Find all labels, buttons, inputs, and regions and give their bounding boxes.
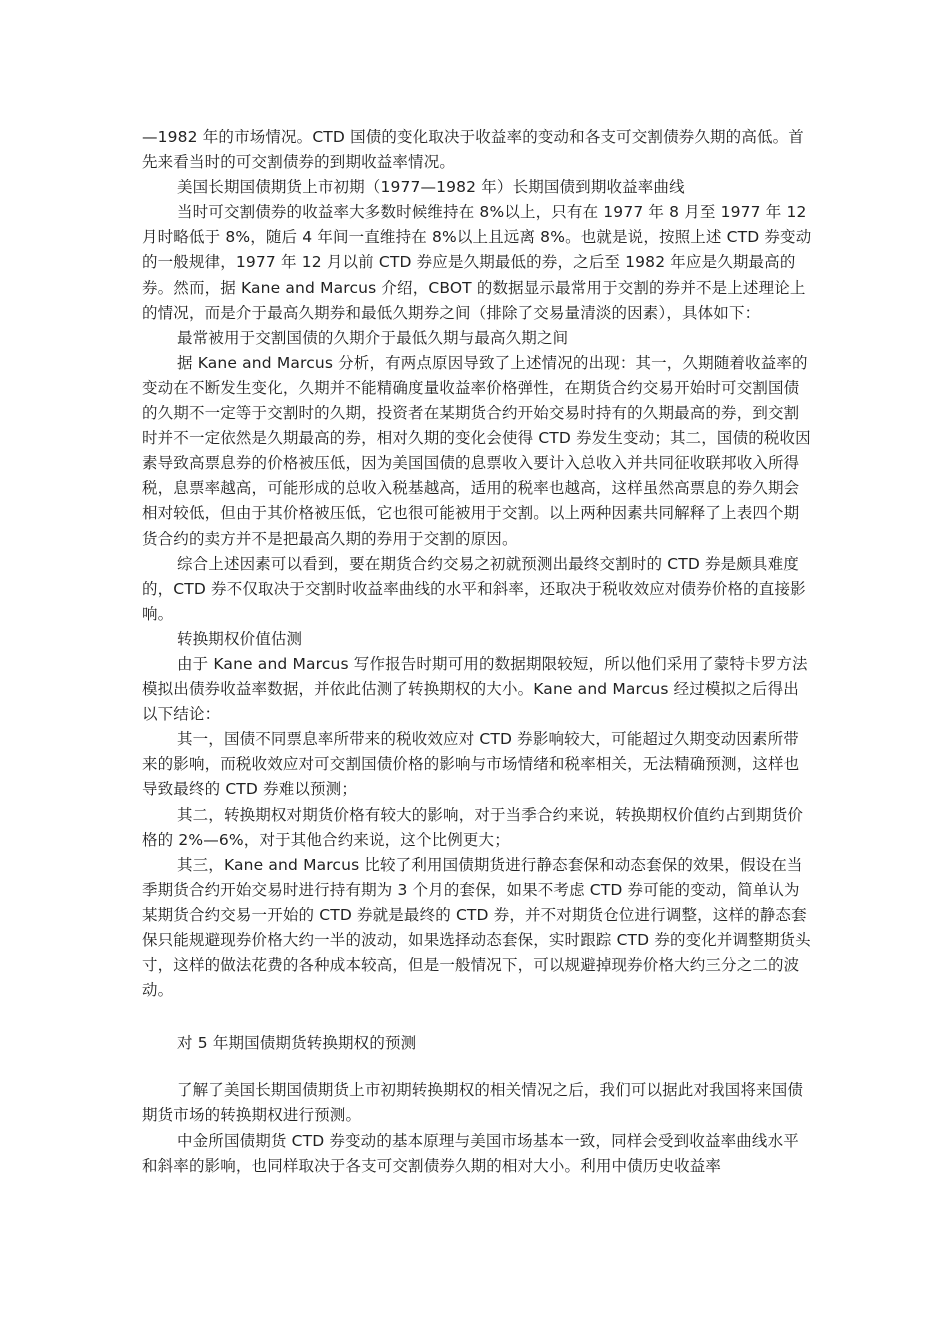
paragraph-continuation: —1982 年的市场情况。CTD 国债的变化取决于收益率的变动和各支可交割债券久期的高低。首先来看当时的可交割债券的到期收益率情况。: [142, 128, 804, 172]
body-text: [142, 125, 814, 1179]
table-caption-duration: 最常被用于交割国债的久期介于最低久期与最高久期之间: [177, 328, 569, 347]
paragraph-forecast-intro: 了解了美国长期国债期货上市初期转换期权的相关情况之后，我们可以据此对我国将来国债期货市场的转换期权进行预测。: [142, 1081, 804, 1125]
paragraph-yield-analysis: 当时可交割债券的收益率大多数时候维持在 8%以上，只有在 1977 年 8 月至 1977 年 12 月时略低于 8%，随后 4 年间一直维持在 8%以上且远离 8%。也就是说，按照上述 CTD 券变动的一般规律，1977 年 12 月以前 CTD 券应是久期最低的券，之后至 1982 年应是久期最高的券。然而，据 Kane and Marcus 介绍，CBOT 的数据显示最常用于交割的券并不是上述理论上的情况，而是介于最高久期券和最低久期券之间（排除了交易量清淡的因素），具体如下：: [142, 203, 812, 322]
paragraph-monte-carlo: 由于 Kane and Marcus 写作报告时期可用的数据期限较短，所以他们采用了蒙特卡罗方法模拟出债券收益率数据，并依此估测了转换期权的大小。Kane and Marcus 经过模拟之后得出以下结论：: [142, 654, 808, 724]
conclusion-three: 其三，Kane and Marcus 比较了利用国债期货进行静态套保和动态套保的效果，假设在当季期货合约开始交易时进行持有期为 3 个月的套保，如果不考虑 CTD 券可能的变动，简单认为某期货合约交易一开始的 CTD 券就是最终的 CTD 券，并不对期货仓位进行调整，这样的静态套保只能规避现券价格大约一半的波动，如果选择动态套保，实时跟踪 CTD 券的变化并调整期货头寸，这样的做法花费的各种成本较高，但是一般情况下，可以规避掉现券价格大约三分之二的波动。: [142, 855, 811, 1000]
spacer: [142, 1056, 814, 1078]
paragraph-cffex-ctd: 中金所国债期货 CTD 券变动的基本原理与美国市场基本一致，同样会受到收益率曲线水平和斜率的影响，也同样取决于各支可交割债券久期的相对大小。利用中债历史收益率: [142, 1131, 799, 1175]
paragraph-summary: 综合上述因素可以看到，要在期货合约交易之初就预测出最终交割时的 CTD 券是颇具难度的，CTD 券不仅取决于交割时收益率曲线的水平和斜率，还取决于税收效应对债券价格的直接影响。: [142, 554, 806, 623]
conclusion-two: 其二，转换期权对期货价格有较大的影响，对于当季合约来说，转换期权价值约占到期货价格的 2%—6%，对于其他合约来说，这个比例更大；: [142, 805, 804, 849]
section-heading-5yr-forecast: 对 5 年期国债期货转换期权的预测: [177, 1034, 417, 1053]
spacer: [142, 1003, 814, 1031]
paragraph-kane-marcus-reasons: 据 Kane and Marcus 分析，有两点原因导致了上述情况的出现：其一，久期随着收益率的变动在不断发生变化，久期并不能精确度量收益率价格弹性，在期货合约交易开始时可交割国债的久期不一定等于交割时的久期，投资者在某期货合约开始交易时持有的久期最高的券，到交割时并不一定依然是久期最高的券，相对久期的变化会使得 CTD 券发生变动；其二，国债的税收因素导致高票息券的价格被压低，因为美国国债的息票收入要计入总收入并共同征收联邦收入所得税，息票率越高，可能形成的总收入税基越高，适用的税率也越高，这样虽然高票息的券久期会相对较低，但由于其价格被压低，它也很可能被用于交割。以上两种因素共同解释了上表四个期货合约的卖方并不是把最高久期的券用于交割的原因。: [142, 353, 811, 548]
figure-caption-yield-curve: 美国长期国债期货上市初期（1977—1982 年）长期国债到期收益率曲线: [177, 178, 685, 197]
conclusion-one: 其一，国债不同票息率所带来的税收效应对 CTD 券影响较大，可能超过久期变动因素所带来的影响，而税收效应对可交割国债价格的影响与市场情绪和税率相关，无法精确预测，这样也导致最终的 CTD 券难以预测；: [142, 730, 800, 799]
section-heading-option-value: 转换期权价值估测: [177, 629, 303, 648]
